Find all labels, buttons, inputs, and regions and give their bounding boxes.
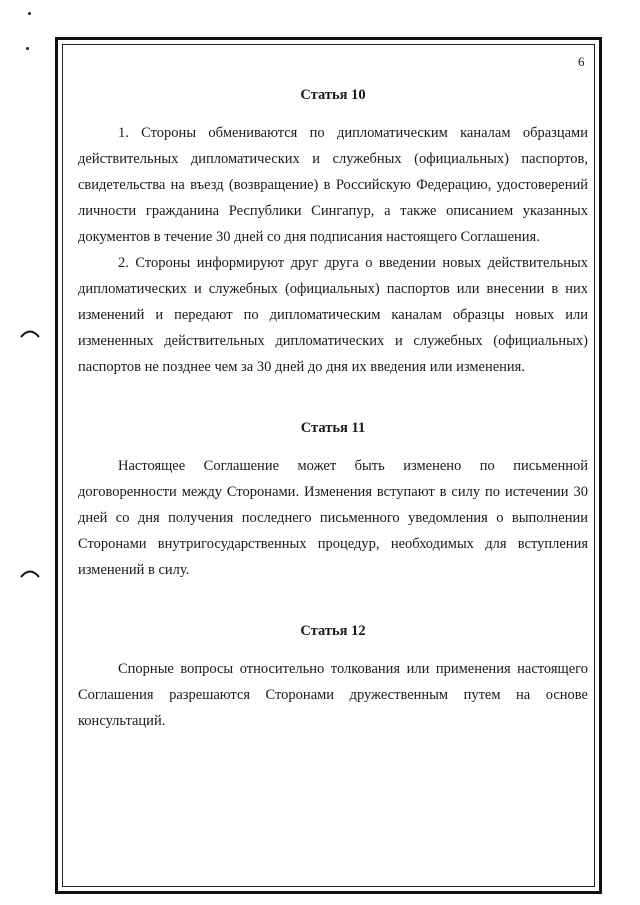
scan-dot-second <box>26 47 29 50</box>
binding-mark-upper <box>20 328 40 338</box>
article-paragraph: 2. Стороны информируют друг друга о введении новых действительных дипломатических и служебных (официальных) паспортов или внесении в них изменений и передают по дипломатическим каналам образцы новых или измененных действительных дипломатических и служебных (официальных) паспортов не позднее чем за 30 дней до дня их введения или изменения. <box>78 255 588 375</box>
article-11 <box>78 417 588 583</box>
article-paragraph: Настоящее Соглашение может быть изменено по письменной договоренности между Сторонами. Изменения вступают в силу по истечении 30 дней со дня получения последнего письменного уведомления о выполнении Сторонами внутригосударственных процедур, необходимых для вступления изменений в силу. <box>78 458 588 578</box>
scan-dot-top <box>28 12 31 15</box>
article-heading: Статья 12 <box>300 623 366 639</box>
page-number: 6 <box>578 54 585 69</box>
article-paragraph: Спорные вопросы относительно толкования или применения настоящего Соглашения разрешаются Сторонами дружественным путем на основе консультаций. <box>78 661 588 729</box>
document-body <box>78 84 588 734</box>
article-12 <box>78 620 588 734</box>
article-paragraph: 1. Стороны обмениваются по дипломатическим каналам образцами действительных дипломатических и служебных (официальных) паспортов, свидетельства на въезд (возвращение) в Российскую Федерацию, удостоверений личности гражданина Республики Сингапур, а также описанием указанных документов в течение 30 дней со дня подписания настоящего Соглашения. <box>78 125 588 245</box>
article-heading: Статья 10 <box>300 87 366 103</box>
article-10 <box>78 84 588 380</box>
article-heading: Статья 11 <box>300 420 366 436</box>
binding-mark-lower <box>20 568 40 578</box>
